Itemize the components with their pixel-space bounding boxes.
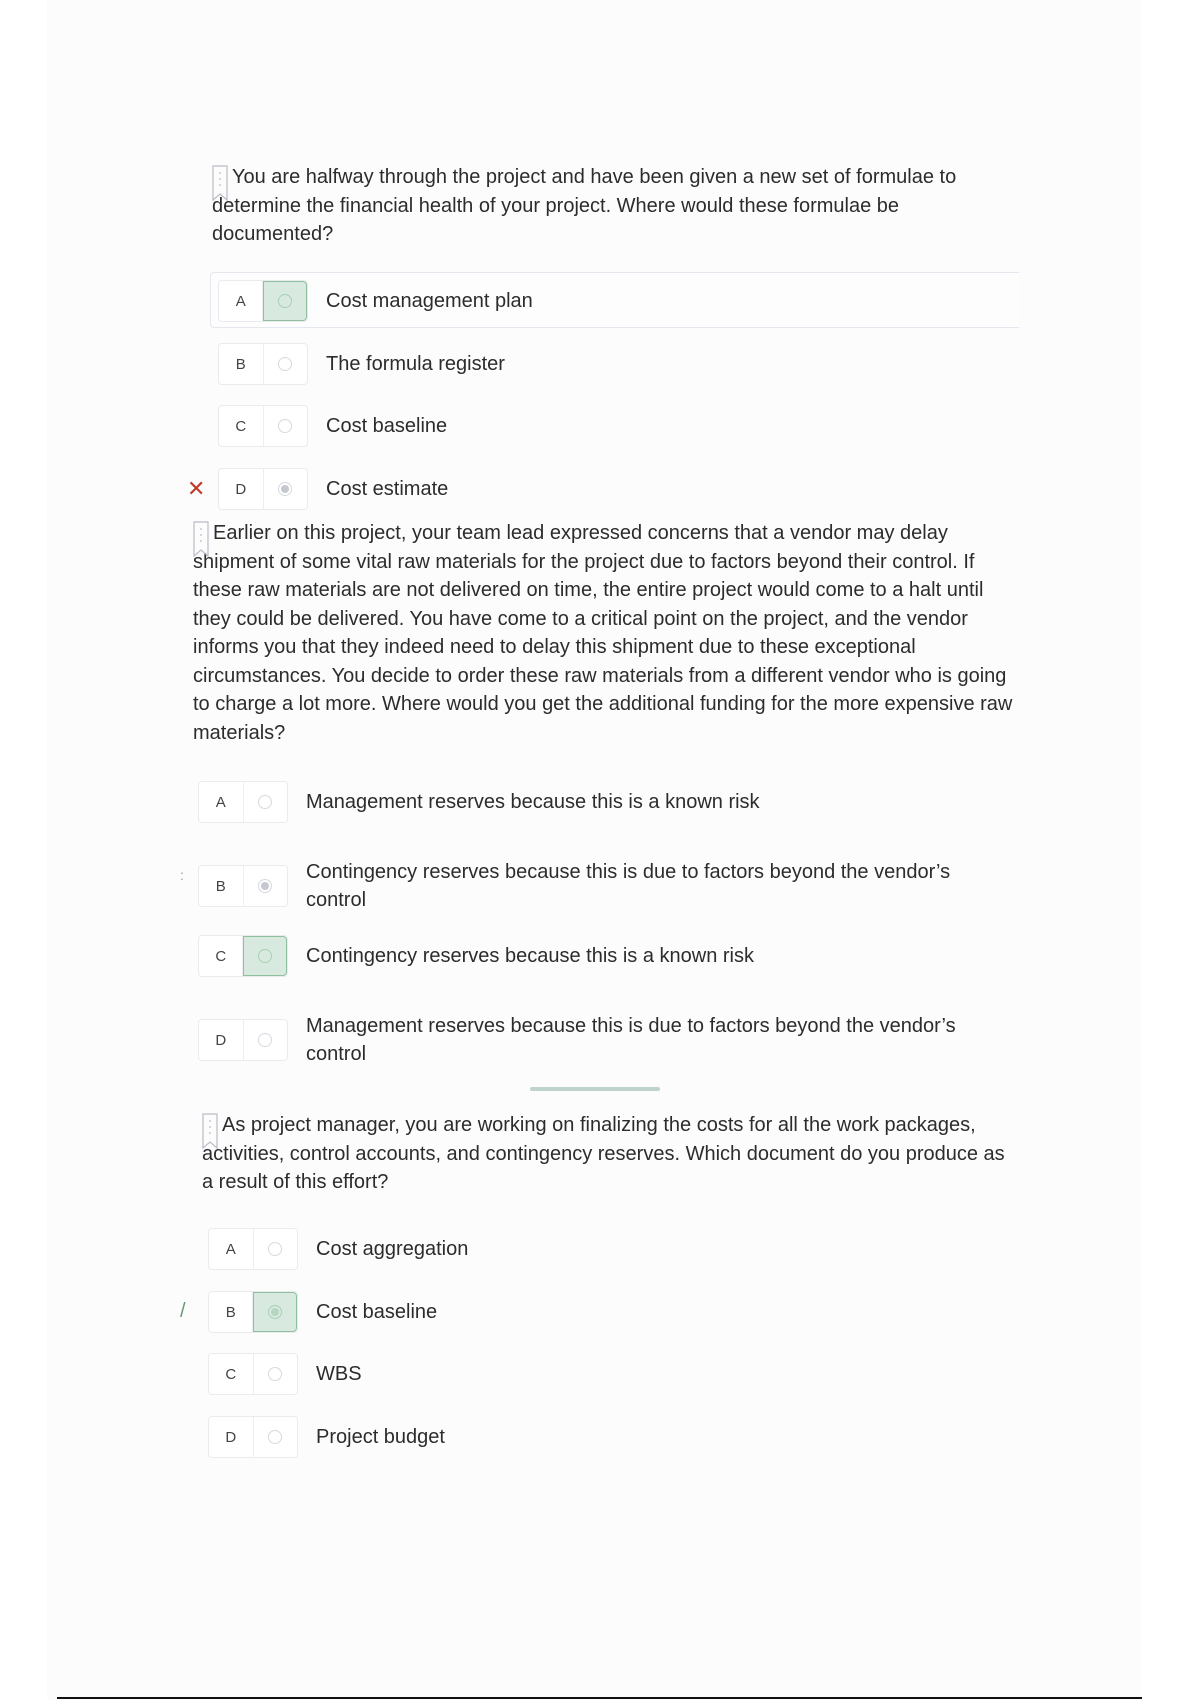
option-letter: A	[209, 1229, 254, 1269]
question-1	[212, 163, 992, 249]
radio-circle-icon	[278, 419, 292, 433]
radio-dot-icon	[261, 882, 269, 890]
option-label: Cost management plan	[326, 289, 533, 312]
radio-button[interactable]	[244, 866, 288, 906]
q1-option-c[interactable]	[218, 405, 447, 447]
radio-button[interactable]	[243, 936, 287, 976]
radio-button[interactable]	[263, 281, 307, 321]
q3-option-b[interactable]	[208, 1291, 437, 1333]
q1-option-b[interactable]	[218, 343, 505, 385]
bookmark-icon[interactable]	[202, 1113, 218, 1149]
section-divider	[530, 1087, 660, 1091]
radio-dot-icon	[271, 1308, 279, 1316]
option-label: WBS	[316, 1362, 362, 1385]
radio-circle-icon	[258, 949, 272, 963]
option-letter: B	[209, 1292, 253, 1332]
option-letter: D	[199, 1020, 244, 1060]
option-label: Contingency reserves because this is due to factors beyond the vendor’s control	[306, 860, 951, 911]
radio-button[interactable]	[264, 406, 308, 446]
bookmark-icon[interactable]	[193, 521, 209, 557]
radio-circle-icon	[278, 357, 292, 371]
radio-button[interactable]	[253, 1292, 297, 1332]
radio-button[interactable]	[244, 1020, 288, 1060]
radio-button[interactable]	[264, 469, 308, 509]
radio-button[interactable]	[254, 1417, 298, 1457]
radio-circle-icon	[258, 795, 272, 809]
radio-circle-icon	[258, 1033, 272, 1047]
question-text: As project manager, you are working on finalizing the costs for all the work packages, activities, control accounts, and contingency reserves. Which document do you produce as a result of this effort?	[202, 1114, 1005, 1193]
option-label: Cost baseline	[326, 414, 448, 437]
option-letter: A	[219, 281, 263, 321]
radio-circle-icon	[278, 482, 292, 496]
q3-option-c[interactable]	[208, 1353, 362, 1395]
radio-button[interactable]	[254, 1229, 298, 1269]
page-bottom-border	[57, 1697, 1142, 1699]
q3-option-d[interactable]	[208, 1416, 445, 1458]
bookmark-icon[interactable]	[212, 165, 228, 201]
q1-option-d[interactable]	[218, 468, 448, 510]
question-3	[202, 1111, 1017, 1197]
correct-answer-icon: /	[180, 1300, 186, 1322]
radio-button[interactable]	[264, 344, 308, 384]
option-label: Management reserves because this is due to factors beyond the vendor’s control	[306, 1014, 956, 1065]
option-letter: C	[219, 406, 264, 446]
q2-option-c[interactable]	[198, 935, 754, 977]
option-label: Contingency reserves because this is a known risk	[306, 944, 754, 967]
radio-circle-icon	[268, 1242, 282, 1256]
question-text: You are halfway through the project and have been given a new set of formulae to determine the financial health of your project. Where would these formulae be documented?	[212, 166, 957, 245]
q1-option-a[interactable]	[218, 280, 533, 322]
option-letter: C	[209, 1354, 254, 1394]
option-letter: D	[209, 1417, 254, 1457]
radio-button[interactable]	[254, 1354, 298, 1394]
option-label: Cost baseline	[316, 1300, 438, 1323]
question-text: Earlier on this project, your team lead expressed concerns that a vendor may delay shipment of some vital raw materials for the project due to factors beyond their control. If these raw materials are not delivered on time, the entire project would come to a halt until they could be delivered. You have come to a critical point on the project, and the vendor informs you that they indeed need to delay this shipment due to these exceptional circumstances. You decide to order these raw materials from a different vendor who is going to charge a lot more. Where would you get the additional funding for the more expensive raw materials?	[193, 522, 1013, 744]
option-letter: D	[219, 469, 264, 509]
q3-option-a[interactable]	[208, 1228, 468, 1270]
option-label: Cost estimate	[326, 477, 449, 500]
radio-circle-icon	[278, 294, 292, 308]
option-label: Cost aggregation	[316, 1237, 469, 1260]
option-letter: B	[199, 866, 244, 906]
wrong-answer-icon: ✕	[187, 476, 206, 501]
option-letter: A	[199, 782, 244, 822]
option-letter: C	[199, 936, 243, 976]
radio-button[interactable]	[244, 782, 288, 822]
marker-icon: :	[180, 867, 184, 883]
option-label: The formula register	[326, 352, 505, 375]
radio-circle-icon	[258, 879, 272, 893]
question-2	[193, 519, 1023, 747]
radio-circle-icon	[268, 1367, 282, 1381]
radio-circle-icon	[268, 1305, 282, 1319]
q2-option-b[interactable]	[198, 857, 996, 915]
option-label: Project budget	[316, 1425, 445, 1448]
radio-circle-icon	[268, 1430, 282, 1444]
option-letter: B	[219, 344, 264, 384]
radio-dot-icon	[281, 485, 289, 493]
q2-option-d[interactable]	[198, 1011, 996, 1069]
option-label: Management reserves because this is a known risk	[306, 790, 760, 813]
q2-option-a[interactable]	[198, 781, 760, 823]
